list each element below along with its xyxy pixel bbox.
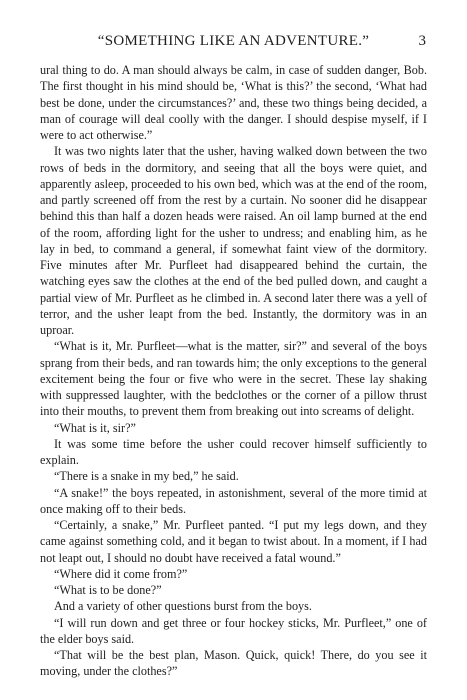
paragraph: “What is it, sir?” xyxy=(54,420,136,435)
paragraph: “What is to be done?” xyxy=(54,583,162,597)
body-text xyxy=(40,62,427,680)
paragraph: And a variety of other questions burst from the boys. xyxy=(54,599,312,614)
running-head xyxy=(40,33,427,53)
paragraph: “Where did it come from?” xyxy=(54,566,188,581)
paragraph: It was two nights later that the usher, having walked down between the two rows of beds in the dormitory, and seeing that all the boys were quiet, and apparently asleep, proceeded to his own bed, which was at the end of the room, and partly screened off from the rest by a curtain. No sooner did he disappear behind this than half a dozen heads were raised. An oil lamp burned at the end of the room, affording light for the usher to undress; and enabling him, as he lay in bed, to command a general, if somewhat faint view of the dormitory. Five minutes after Mr. Purfleet had disappeared behind the curtain, the watching eyes saw the clothes at the end of the bed pulled down, and caught a partial view of Mr. Purfleet as he climbed in. A second later there was a yell of terror, and the usher leapt from the bed. Instantly, the dormitory was in an uproar. xyxy=(40,144,427,337)
page-number: 3 xyxy=(418,33,426,49)
paragraph: “What is it, Mr. Purfleet—what is the matter, sir?” and several of the boys sprang from their beds, and ran towards him; the only exceptions to the general excitement being the four or five who were in the secret. These lay shaking with suppressed laughter, with the bedclothes or the corner of a pillow thrust into their mouths, to prevent them from breaking out into screams of delight. xyxy=(40,339,427,419)
paragraph: “A snake!” the boys repeated, in astonishment, several of the more timid at once making off to their beds. xyxy=(40,485,427,516)
paragraph-continued: ural thing to do. A man should always be calm, in case of sudden danger, Bob. The first thought in his mind should be, ‘What is this?’ the second, ‘What had best be done, under the circumstances?’ and, these two things being decided, a man of courage will deal coolly with the danger. I should despise myself, if I were to act otherwise.” xyxy=(40,63,427,142)
paragraph: It was some time before the usher could recover himself sufficiently to explain. xyxy=(40,436,427,467)
paragraph: “That will be the best plan, Mason. Quick, quick! There, do you see it moving, under the clothes?” xyxy=(40,648,427,679)
paragraph: “There is a snake in my bed,” he said. xyxy=(54,469,239,484)
running-title: “SOMETHING LIKE AN ADVENTURE.” xyxy=(97,33,370,49)
paragraph: “I will run down and get three or four hockey sticks, Mr. Purfleet,” one of the elder boys said. xyxy=(40,615,427,646)
paragraph: “Certainly, a snake,” Mr. Purfleet panted. “I put my legs down, and they came against something cold, and it began to twist about. In a moment, if I had not leapt out, I should no doubt have received a fatal wound.” xyxy=(40,518,427,565)
